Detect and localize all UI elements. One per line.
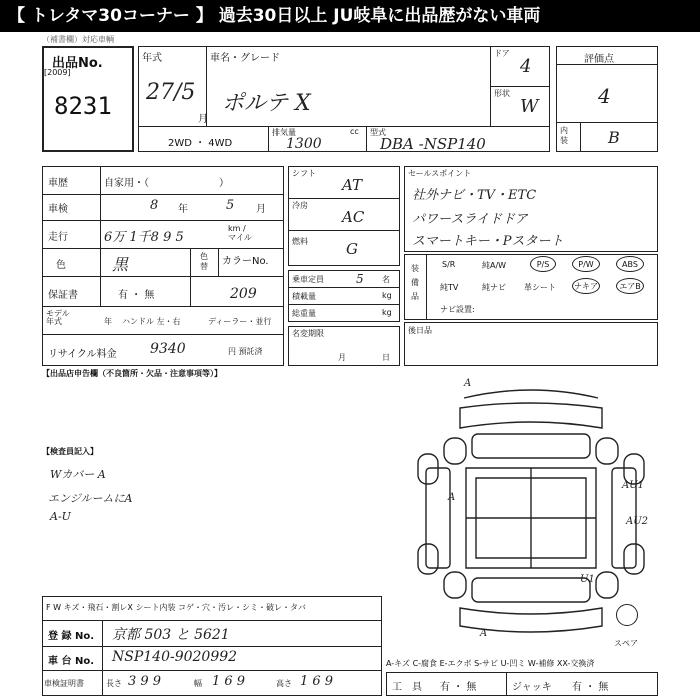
hgt-value: 1 6 9 [300, 674, 334, 689]
warranty-value: 有 ・ 無 [118, 290, 155, 301]
spare-label: スペア [614, 639, 638, 648]
cert-label: 車検証明書 [44, 679, 84, 688]
equip-airbag: エアB [616, 278, 644, 294]
sales-line-2: パワースライドドア [412, 212, 528, 227]
len-label: 長さ [106, 679, 122, 688]
inspector-line-1: Wカバー A [50, 468, 106, 481]
color-change: 色替 [200, 252, 208, 271]
equip-navi: 純ナビ [482, 283, 506, 292]
colorno-value: 209 [230, 286, 257, 302]
load-unit: kg [382, 291, 392, 300]
recycle-label: リサイクル料金 [48, 349, 117, 360]
len-value: 3 9 9 [128, 674, 162, 689]
subheader: （補書欄）対応車輌 [42, 35, 114, 44]
reg-label: 登 録 No. [48, 631, 95, 642]
tools-value: 有 ・ 無 [440, 682, 477, 693]
displacement-unit: cc [350, 127, 359, 136]
history-label: 車歴 [48, 178, 68, 189]
sales-label: セールスポイント [408, 169, 472, 178]
car-damage-diagram [404, 368, 658, 644]
handle: ハンドル 左・右 [122, 317, 181, 326]
type-label: 型式 [370, 128, 386, 137]
equip-abs: ABS [616, 256, 644, 272]
sales-line-1: 社外ナビ・TV・ETC [412, 188, 537, 203]
capacity-unit: 名 [382, 275, 390, 284]
mark-rear-right: U1 [580, 574, 595, 585]
hgt-label: 高さ [276, 679, 292, 688]
tools-label: 工 具 [392, 682, 422, 693]
reg-value: 京都 503 と 5621 [112, 627, 230, 643]
fw-row: F W キズ・飛石・割レX シート内装 コゲ・穴・汚レ・シミ・破レ・タバ [46, 603, 306, 612]
drive: 2WD ・ 4WD [168, 138, 233, 149]
model-label: 車名・グレード [210, 53, 280, 64]
gross-unit: kg [382, 308, 392, 317]
notes-label: 【出品店申告欄（不良箇所・欠品・注意事項等）】 [42, 369, 222, 378]
inspector-line-3: A-U [50, 510, 71, 523]
fuel-label: 燃料 [292, 237, 308, 246]
jack-value: 有 ・ 無 [572, 682, 609, 693]
doors-label: ドア [494, 49, 510, 58]
load-label: 積載量 [292, 292, 316, 301]
year-value: 27/5 [146, 80, 196, 105]
model-year-label: モデル年式 [46, 309, 70, 326]
color-value: 黒 [112, 255, 129, 274]
mileage-value: 6万 1千8 9 5 [104, 230, 184, 245]
colorno-label: カラーNo. [222, 256, 269, 267]
inspection-month: 5 [226, 198, 235, 213]
doors-value: 4 [520, 56, 532, 77]
mark-right-1: AU1 [622, 480, 645, 491]
spare-tire-icon [616, 604, 638, 626]
title-change-label: 名変期限 [292, 329, 324, 338]
inspector-label: 【検査員記入】 [42, 447, 98, 456]
inspection-month-unit: 月 [256, 204, 266, 215]
equipment-label: 装備品 [411, 264, 419, 301]
score-label: 評価点 [584, 54, 614, 65]
interior-value: B [608, 128, 620, 147]
mark-front: A [464, 378, 472, 389]
wid-label: 幅 [194, 679, 202, 688]
model-year-unit: 年 [104, 317, 112, 326]
capacity-value: 5 [356, 272, 364, 286]
wid-value: 1 6 9 [212, 674, 246, 689]
later-box [404, 322, 658, 366]
displacement-label: 排気量 [272, 128, 296, 137]
legend: A-キズ C-腐食 E-エクボ S-サビ U-凹ミ W-補修 XX-交換済 [386, 659, 595, 668]
color-label: 色 [56, 260, 66, 271]
equip-navi-setup: ナビ設置: [440, 305, 475, 314]
interior-label: 内装 [560, 126, 568, 145]
later-label: 後日品 [408, 326, 432, 335]
recycle-unit: 円 預託済 [228, 347, 263, 356]
inspection-year-unit: 年 [178, 204, 188, 215]
shape-label: 形状 [494, 89, 510, 98]
equip-key: ナキア [572, 278, 600, 294]
mark-left: A [448, 492, 456, 503]
chassis-label: 車 台 No. [48, 656, 95, 667]
sales-line-3: スマートキー・Pスタート [412, 234, 564, 249]
inspection-label: 車検 [48, 204, 68, 215]
lot-number: 8231 [54, 92, 112, 120]
ac-label: 冷房 [292, 201, 308, 210]
equip-ps: P/S [530, 256, 556, 272]
inspector-line-2: エンジルームにA [48, 492, 133, 505]
mark-right-2: AU2 [626, 516, 649, 527]
equip-tv: 純TV [440, 283, 459, 292]
shape-value: W [520, 96, 539, 117]
banner: 【 トレタマ30コーナー 】 過去30日以上 JU岐阜に出品歴がない車両 [0, 0, 700, 32]
chassis-value: NSP140-9020992 [112, 649, 238, 665]
title-change-month: 月 [338, 353, 346, 362]
equip-leather: 革シート [524, 283, 556, 292]
mileage-unit: km / マイル [228, 224, 252, 242]
lot-tag: [2009] [44, 68, 71, 77]
year-label: 年式 [142, 53, 162, 64]
recycle-value: 9340 [150, 341, 186, 357]
lot-label: 出品No. [52, 56, 103, 71]
equip-sr: S/R [442, 260, 456, 269]
history-value: 自家用・（ ） [104, 178, 229, 189]
dealer: ディーラー・並行 [208, 317, 272, 326]
equip-aw: 純A/W [482, 261, 507, 270]
type-value: DBA -NSP140 [380, 135, 486, 153]
mileage-label: 走行 [48, 232, 68, 243]
displacement-value: 1300 [286, 136, 322, 152]
score-value: 4 [598, 84, 611, 108]
shift-value: AT [342, 176, 363, 194]
year-unit: 月 [198, 114, 208, 125]
model-value: ポルテ X [222, 91, 311, 116]
equip-pw: P/W [572, 256, 600, 272]
inspection-year: 8 [150, 198, 159, 213]
title-change-day: 日 [382, 353, 390, 362]
capacity-label: 乗車定員 [292, 275, 324, 284]
warranty-label: 保証書 [48, 290, 78, 301]
ac-value: AC [342, 208, 365, 226]
mark-rear: A [480, 628, 488, 639]
shift-label: シフト [292, 169, 316, 178]
gross-label: 総重量 [292, 309, 316, 318]
jack-label: ジャッキ [512, 682, 552, 693]
fuel-value: G [346, 240, 358, 258]
